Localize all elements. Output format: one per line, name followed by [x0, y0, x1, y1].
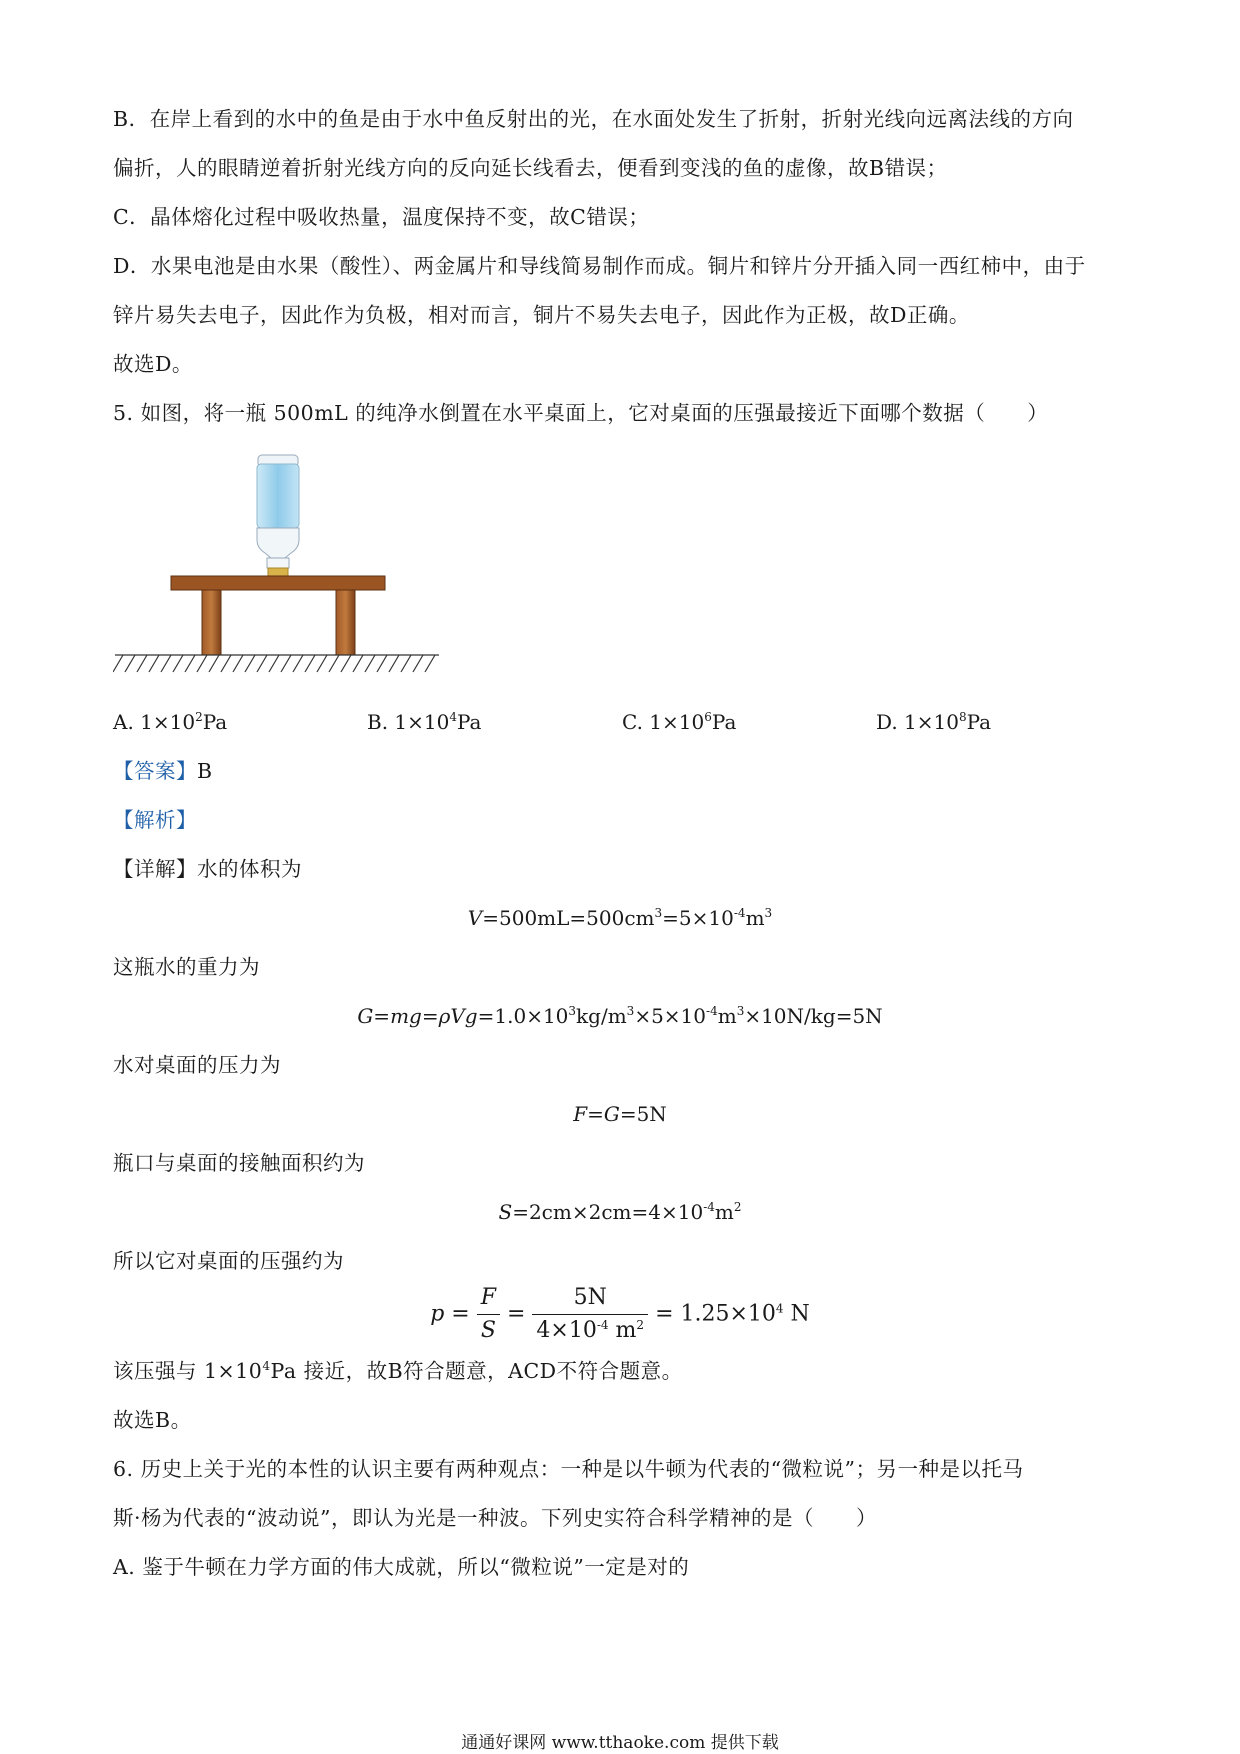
option-b: B. $1\times 10^4Pa$ [367, 710, 482, 734]
paragraph-d-cont: 锌片易失去电子，因此作为负极，相对而言，铜片不易失去电子，因此作为正极，故D正确。 [113, 303, 970, 327]
formula-pressure: p = $\frac{F}{S}$ = $\frac{5N}{4\times 10^{-4} m^2}$ = $1.25\times 10^4$ N [430, 1285, 810, 1343]
bottle-on-table-figure [113, 450, 453, 680]
paragraph-b: B．在岸上看到的水中的鱼是由于水中鱼反射出的光，在水面处发生了折射，折射光线向远离法线的方向 [113, 107, 1074, 131]
area-intro: 瓶口与桌面的接触面积约为 [113, 1151, 365, 1175]
detail-line: 【详解】水的体积为 [113, 857, 302, 881]
formula-area: $S=2cm\times 2cm=4\times 10^{-4}m^2$ [498, 1200, 742, 1224]
paragraph-d: D．水果电池是由水果（酸性）、两金属片和导线简易制作而成。铜片和锌片分开插入同一西红柿中，由于 [113, 254, 1086, 278]
choose-b: 故选B。 [113, 1408, 192, 1432]
option-a: A. $1\times 10^2Pa$ [113, 710, 228, 734]
footer: 通通好课网 www.tthaoke.com 提供下载 [461, 1733, 779, 1753]
question-5: 5. 如图，将一瓶 500mL 的纯净水倒置在水平桌面上，它对桌面的压强最接近下面哪个数据（ ） [113, 401, 1049, 425]
gravity-intro: 这瓶水的重力为 [113, 955, 260, 979]
ground-hatching [113, 655, 439, 672]
question-6: 6. 历史上关于光的本性的认识主要有两种观点：一种是以牛顿为代表的“微粒说”；另一种是以托马 [113, 1457, 1024, 1481]
option-c: C. $1\times 10^6Pa$ [622, 710, 737, 734]
paragraph-b-cont: 偏折，人的眼睛逆着折射光线方向的反向延长线看去，便看到变浅的鱼的虚像，故B错误； [113, 156, 948, 180]
wooden-table [171, 576, 385, 655]
answer-tag: 【答案】 [113, 759, 197, 783]
paragraph-c: C．晶体熔化过程中吸收热量，温度保持不变，故C错误； [113, 205, 650, 229]
force-intro: 水对桌面的压力为 [113, 1053, 281, 1077]
pressure-intro: 所以它对桌面的压强约为 [113, 1249, 344, 1273]
formula-gravity: $G=mg=\rho Vg=1.0\times 10^3kg/m^3\times 5\times 10^{-4}m^3\times 10N/kg=5N$ [357, 1004, 883, 1028]
formula-force: F=G=5N [573, 1102, 667, 1126]
choose-d: 故选D。 [113, 352, 193, 376]
answer-line [113, 757, 213, 785]
conclusion: 该压强与 $1\times 10^4Pa$ 接近，故B符合题意，ACD不符合题意。 [113, 1359, 683, 1383]
question-6-cont: 斯·杨为代表的“波动说”，即认为光是一种波。下列史实符合科学精神的是（ ） [113, 1506, 877, 1530]
option-d: D. $1\times 10^8Pa$ [876, 710, 992, 734]
question-6-option-a: A. 鉴于牛顿在力学方面的伟大成就，所以“微粒说”一定是对的 [113, 1555, 690, 1579]
answer-value: B [197, 759, 213, 783]
water-bottle [257, 455, 299, 576]
formula-volume: $V=500mL=500cm^3=5\times 10^{-4}m^3$ [467, 906, 773, 930]
analysis-tag: 【解析】 [113, 808, 197, 832]
